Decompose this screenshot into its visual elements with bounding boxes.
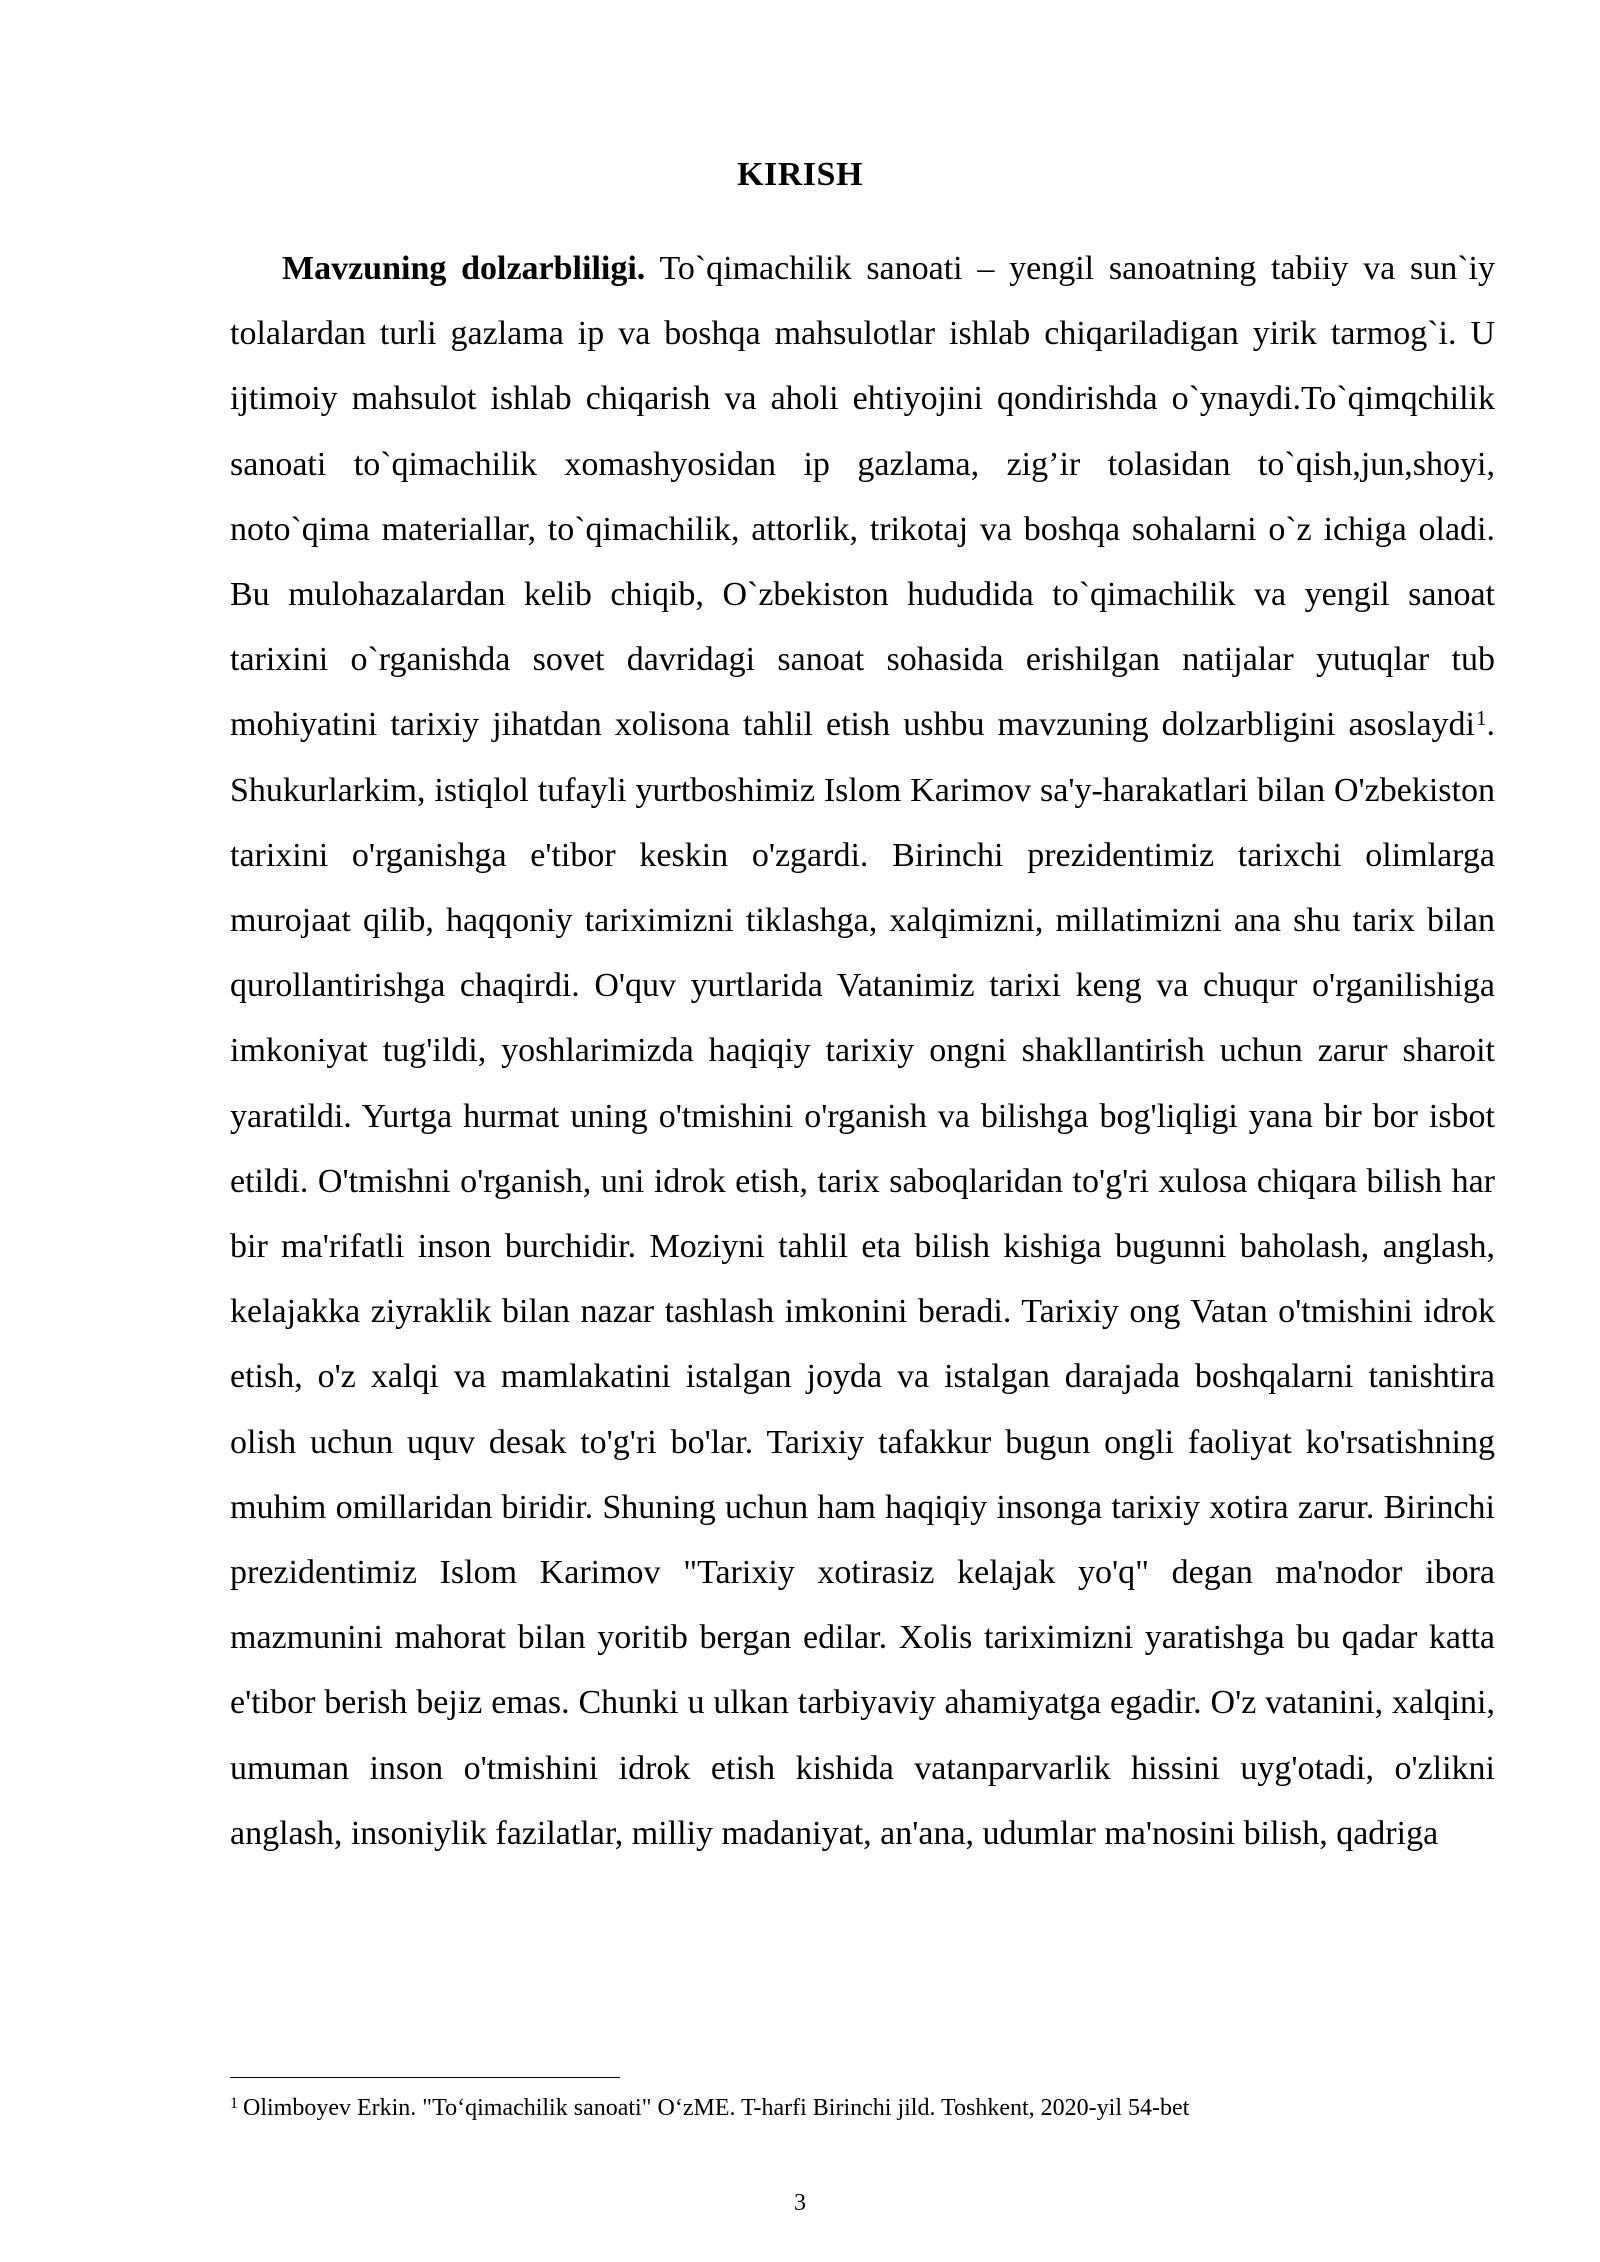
page-title: KIRISH bbox=[737, 156, 863, 193]
paragraph-text-part-2: . Shukurlarkim, istiqlol tufayli yurtboshimiz Islom Karimov sa'y-harakatlari bilan O'zbekiston tarixini o'rganishga e'tibor keskin o'zgardi. Birinchi prezidentimiz tarixchi olimlarga murojaat qilib, haqqoniy tariximizni tiklashga, xalqimizni, millatimizni ana shu tarix bilan qurollantirishga chaqirdi. O'quv yurtlarida Vatanimiz tarixi keng va chuqur o'rganilishiga imkoniyat tug'ildi, yoshlarimizda haqiqiy tarixiy ongni shakllantirish uchun zarur sharoit yaratildi. Yurtga hurmat uning o'tmishini o'rganish va bilishga bog'liqligi yana bir bor isbot etildi. O'tmishni o'rganish, uni idrok etish, tarix saboqlaridan to'g'ri xulosa chiqara bilish har bir ma'rifatli inson burchidir. Moziyni tahlil eta bilish kishiga bugunni baholash, anglash, kelajakka ziyraklik bilan nazar tashlash imkonini beradi. Tarixiy ong Vatan o'tmishini idrok etish, o'z xalqi va mamlakatini istalgan joyda va istalgan darajada boshqalarni tanishtira olish uchun uquv desak to'g'ri bo'lar. Tarixiy tafakkur bugun ongli faoliyat ko'rsatishning muhim omillaridan biridir. Shuning uchun ham haqiqiy insonga tarixiy xotira zarur. Birinchi prezidentimiz Islom Karimov "Tarixiy xotirasiz kelajak yo'q" degan ma'nodor ibora mazmunini mahorat bilan yoritib bergan edilar. Xolis tariximizni yaratishga bu qadar katta e'tibor berish bejiz emas. Chunki u ulkan tarbiyaviy ahamiyatga egadir. O'z vatanini, xalqini, umuman inson o'tmishini idrok etish kishida vatanparvarlik hissini uyg'otadi, o'zlikni anglash, insoniylik fazilatlar, milliy madaniyat, an'ana, udumlar ma'nosini bilish, qadriga bbox=[230, 706, 1495, 1852]
footnote bbox=[230, 2090, 1495, 2126]
body-paragraph bbox=[230, 236, 1495, 1866]
footnote-reference[interactable]: 1 bbox=[1476, 706, 1487, 731]
footnote-separator bbox=[230, 2077, 620, 2078]
footnote-mark: 1 bbox=[230, 2095, 238, 2112]
paragraph-text-part-1: To`qimachilik sanoati – yengil sanoatning tabiiy va sun`iy tolalardan turli gazlama ip va boshqa mahsulotlar ishlab chiqariladigan yirik tarmog`i. U ijtimoiy mahsulot ishlab chiqarish va aholi ehtiyojini qondirishda o`ynaydi.To`qimqchilik sanoati to`qimachilik xomashyosidan ip gazlama, zig’ir tolasidan to`qish,jun,shoyi, noto`qima materiallar, to`qimachilik, attorlik, trikotaj va boshqa sohalarni o`z ichiga oladi. Bu mulohazalardan kelib chiqib, O`zbekiston hududida to`qimachilik va yengil sanoat tarixini o`rganishda sovet davridagi sanoat sohasida erishilgan natijalar yutuqlar tub mohiyatini tarixiy jihatdan xolisona tahlil etish ushbu mavzuning dolzarbligini asoslaydi bbox=[230, 250, 1495, 744]
footnote-text: Olimboyev Erkin. "To‘qimachilik sanoati" O‘zME. T-harfi Birinchi jild. Toshkent, 2020-yil 54-bet bbox=[243, 2095, 1190, 2121]
page-number: 3 bbox=[794, 2190, 806, 2216]
paragraph-lead: Mavzuning dolzarbliligi. bbox=[282, 250, 646, 287]
